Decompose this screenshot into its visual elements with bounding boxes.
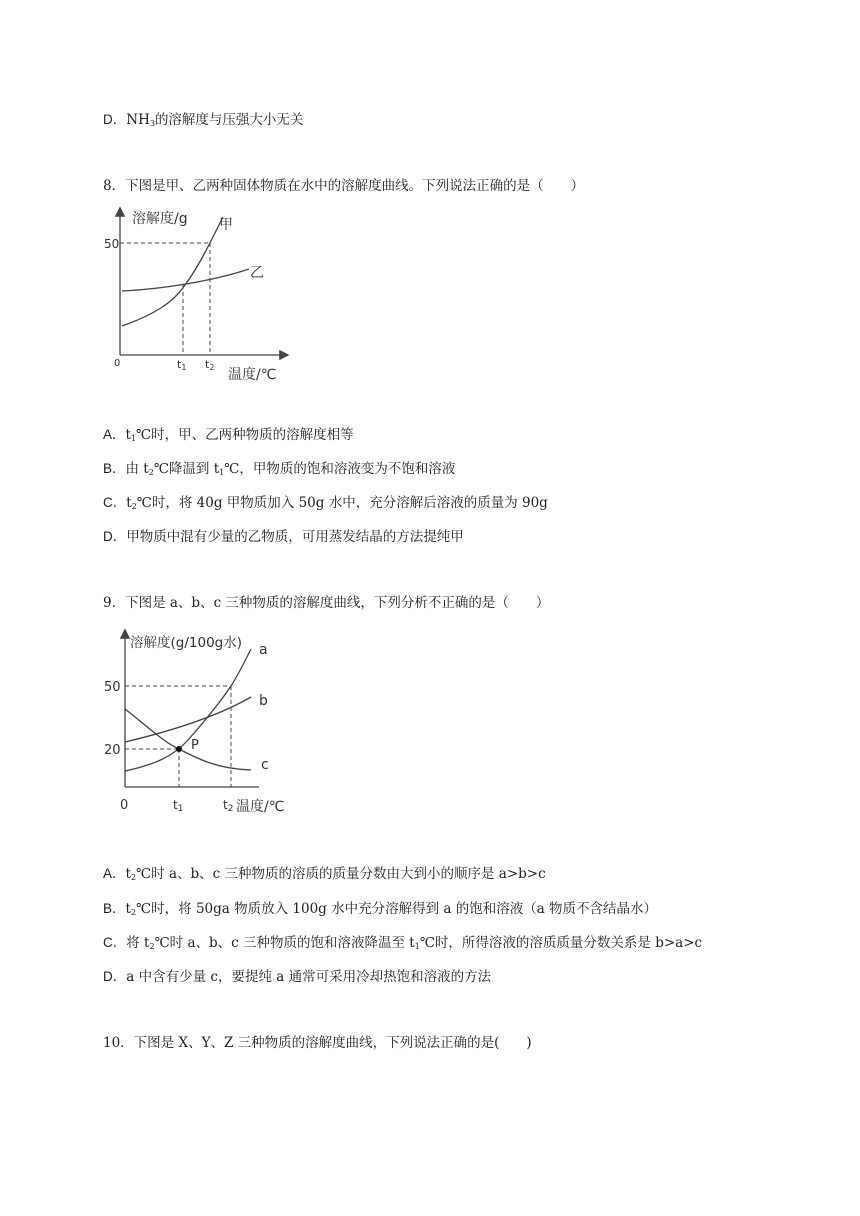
option-text-run: ℃时，将 50ga 物质放入 100g 水中充分溶解得到 a 的饱和溶液（a 物质不含结晶水） — [136, 901, 658, 917]
x-tick-t2: t2 — [205, 358, 215, 372]
option-text-run: 将 t — [126, 935, 150, 951]
q10-stem: 10．下图是 X、Y、Z 三种物质的溶解度曲线，下列说法正确的是( ) — [103, 1035, 532, 1051]
q9-stem: 9．下图是 a、b、c 三种物质的溶解度曲线，下列分析不正确的是（ ） — [103, 595, 550, 611]
y-tick-20: 20 — [104, 743, 121, 758]
option-subscript: 1 — [130, 434, 137, 443]
y-tick-50: 50 — [104, 237, 120, 251]
curve-b — [125, 697, 251, 742]
series-label-jia: 甲 — [219, 217, 233, 233]
option-text-run: ℃时，将 40g 甲物质加入 50g 水中，充分溶解后溶液的质量为 90g — [136, 495, 548, 511]
option-subscript: 3 — [149, 119, 155, 128]
q9-option-c — [103, 934, 702, 956]
option-text-run: ℃时 a、b、c 三种物质的饱和溶液降温至 t — [154, 935, 415, 951]
option-text-pre: NH — [126, 112, 150, 128]
option-text-run: ℃降温到 t — [153, 461, 220, 477]
series-label-a: a — [259, 642, 268, 658]
point-p — [176, 746, 182, 752]
origin-label: 0 — [120, 798, 129, 813]
option-letter: B． — [103, 901, 126, 916]
option-text-run: ℃时，所得溶液的溶质质量分数关系是 b>a>c — [419, 935, 703, 951]
curve-yi — [122, 269, 249, 291]
series-label-b: b — [259, 693, 268, 709]
option-text-run: ℃，甲物质的饱和溶液变为不饱和溶液 — [224, 461, 456, 477]
q8-solubility-figure — [103, 205, 303, 385]
q8-option-d — [103, 528, 464, 546]
point-p-label: P — [191, 738, 199, 753]
option-letter: B． — [103, 461, 126, 476]
series-label-c: c — [261, 757, 269, 773]
option-text — [126, 866, 546, 882]
option-letter: A． — [103, 427, 126, 442]
x-tick-t2: t2 — [223, 798, 234, 814]
option-text-run: t — [125, 866, 131, 882]
y-axis-label: 溶解度/g — [132, 211, 188, 227]
option-text-run: a 中含有少量 c，要提纯 a 通常可采用冷却热饱和溶液的方法 — [126, 969, 492, 985]
x-tick-t1: t1 — [177, 358, 187, 372]
option-letter: D． — [103, 529, 127, 544]
option-text-run: ℃时，甲、乙两种物质的溶解度相等 — [136, 427, 354, 443]
option-text — [126, 935, 702, 951]
y-tick-50: 50 — [104, 680, 121, 695]
option-text — [126, 529, 464, 545]
q8-option-c — [103, 494, 548, 516]
prev-option-d — [103, 111, 303, 133]
option-text-run: t — [125, 427, 131, 443]
option-subscript: 2 — [149, 942, 155, 951]
option-text — [126, 969, 491, 985]
option-text — [126, 901, 658, 917]
option-text — [126, 495, 548, 511]
option-text-run: 甲物质中混有少量的乙物质，可用蒸发结晶的方法提纯甲 — [126, 529, 464, 545]
option-subscript: 1 — [219, 468, 225, 477]
option-text — [126, 461, 456, 477]
q8-option-b — [103, 460, 455, 482]
option-text-run: t — [126, 495, 132, 511]
x-tick-t1: t1 — [173, 798, 184, 814]
option-subscript: 1 — [414, 942, 420, 951]
x-axis-label: 温度/℃ — [236, 799, 285, 815]
option-subscript: 2 — [148, 468, 154, 477]
option-letter: D． — [103, 112, 127, 127]
option-letter: C． — [103, 935, 127, 950]
x-axis-label: 温度/℃ — [228, 367, 277, 383]
q8-option-a — [103, 426, 354, 448]
option-text-post: 的溶解度与压强大小无关 — [154, 112, 304, 128]
curve-a — [125, 649, 251, 771]
option-text-run: t — [125, 901, 131, 917]
option-subscript: 2 — [130, 908, 137, 917]
origin-label: 0 — [114, 358, 121, 369]
q9-solubility-figure — [103, 625, 303, 820]
q9-option-d — [103, 968, 491, 986]
option-letter: C． — [103, 495, 127, 510]
q8-stem: 8．下图是甲、乙两种固体物质在水中的溶解度曲线。下列说法正确的是（ ） — [103, 178, 585, 194]
option-subscript: 2 — [130, 873, 137, 882]
option-text-run: ℃时 a、b、c 三种物质的溶质的质量分数由大到小的顺序是 a>b>c — [136, 866, 546, 882]
q9-option-b — [103, 900, 657, 922]
y-axis-label: 溶解度(g/100g水) — [130, 635, 242, 651]
option-letter: A． — [103, 866, 126, 881]
option-subscript: 2 — [131, 502, 137, 511]
option-text-run: 由 t — [125, 461, 149, 477]
option-letter: D． — [103, 969, 127, 984]
series-label-yi: 乙 — [250, 265, 264, 281]
curve-jia — [122, 217, 223, 326]
option-text — [126, 427, 354, 443]
q9-option-a — [103, 865, 546, 887]
